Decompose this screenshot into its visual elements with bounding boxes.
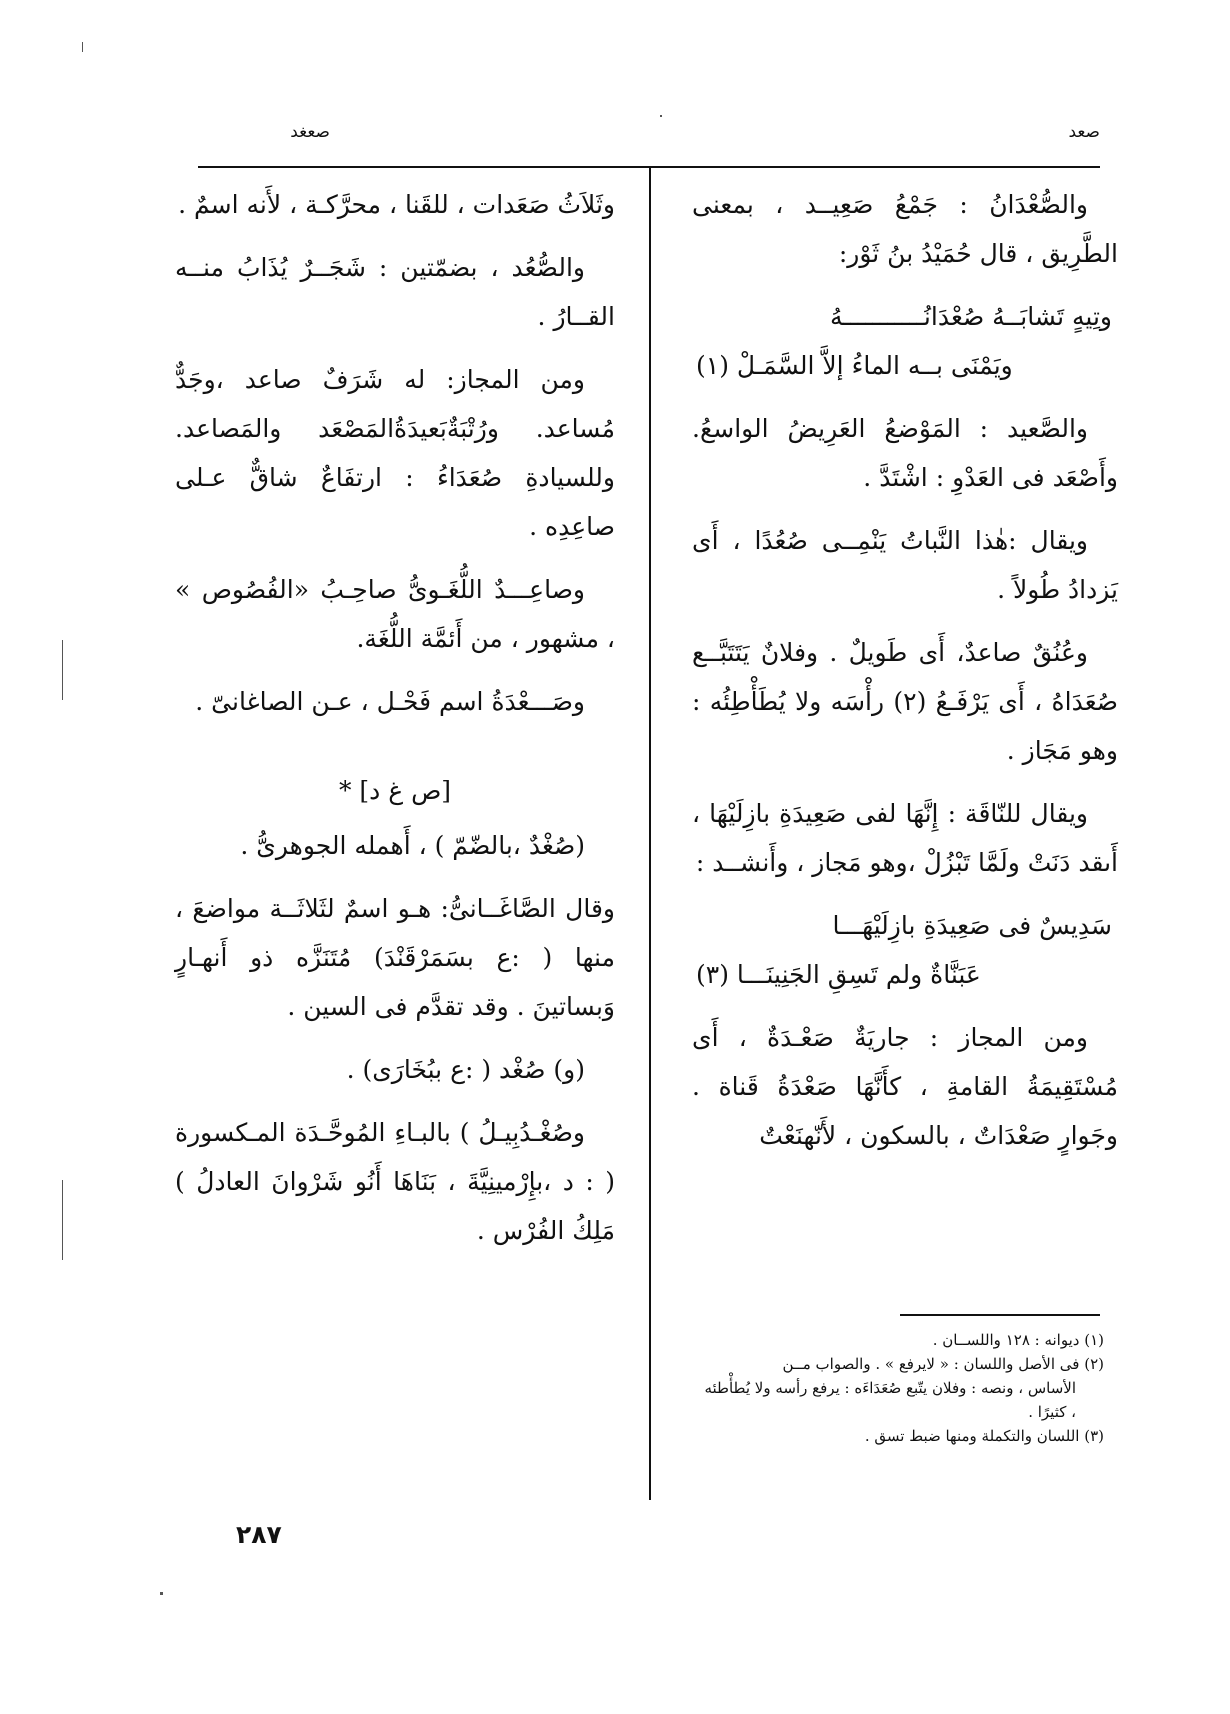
scan-speck: [660, 115, 662, 117]
entry-paragraph: وثَلاَثُ صَعَدات ، للقَنا ، محرَّكـة ، لأَنه اسمٌ .: [178, 190, 615, 219]
entry-paragraph: ويقال :هٰذا النَّباتُ يَنْمِــى صُعُدًا ، أَى يَزدادُ طُولاً .: [692, 526, 1118, 604]
scan-speck: [62, 640, 63, 700]
entry-paragraph: وعُنُقٌ صاعدٌ، أَى طَويلٌ . وفلانٌ يَتَتَبَّــع صُعَدَاهُ ، أَى يَرْفَـعُ (٢) رأْسَه ولا يُطَأْطِئُه : وهو مَجَاز .: [692, 638, 1118, 765]
left-column: [175, 180, 615, 1269]
entry-paragraph: ومن المجاز : جاريَةٌ صَعْـدَةٌ ، أَى مُسْتَقِيمَةُ القامةِ ، كأَنَّهَا صَعْدَةُ قَناة . وجَوارٍ صَعْدَاتٌ ، بالسكون ، لأَنّهنَعْتٌ: [692, 1023, 1118, 1150]
verse-line: سَدِيسٌ فى صَعِيدَةِ بازِلَيْهَـــا: [832, 911, 1112, 940]
footnote: (٣) اللسان والتكملة ومنها ضبط تسق .: [864, 1427, 1104, 1445]
right-column: [692, 180, 1118, 1174]
running-header-right: صعد: [1068, 122, 1100, 142]
scan-speck: [160, 1592, 163, 1595]
entry-paragraph: والصَّعيد : المَوْضعُ العَرِيضُ الواسعُ. وأَصْعَد فى العَدْوِ : اشْتَدَّ .: [692, 414, 1118, 492]
entry-paragraph: (و) صُغْد ( :ع ببُخَارَى) .: [346, 1055, 585, 1084]
footnote-continuation: الأساس ، ونصه : وفلان يتّبع صُعَدَاءَه : يرفع رأسه ولا يُطأْطئه ، كثيرًا .: [704, 1379, 1076, 1421]
entry-paragraph: والصُّعْدَانُ : جَمْعُ صَعِيــد ، بمعنى الطَّرِيق ، قال حُمَيْدُ بنُ ثَوْر:: [692, 190, 1118, 268]
entry-paragraph: (صُغْدٌ ،بالضّمّ ) ، أَهمله الجوهرىُّ .: [240, 831, 585, 860]
footnote: (٢) فى الأصل واللسان : « لايرفع » . والصواب مــن: [782, 1355, 1104, 1373]
verse-line: ويَمْنَى بــه الماءُ إلاَّ السَّمَـلْ (١): [696, 351, 1013, 380]
entry-paragraph: ويقال للنّاقَة : إِنَّهَا لفى صَعِيدَةِ بازِلَيْهَا ، أَىقد دَنَتْ ولَمَّا تَبْزُلْ ،وهو مَجاز ، وأَنشــد :: [692, 799, 1118, 877]
entry-paragraph: وصَـــعْدَةُ اسم فَحْـل ، عـن الصاغانىّ .: [195, 687, 585, 716]
entry-paragraph: وصُغْـدُبِيـلُ ) بالبـاءِ المُوحَّـدَة المـكسورة ( : د ،بإِرْمينِيَّةَ ، بَنَاهَا أَنُو شَرْوانَ العادلُ ) مَلِكُ الفُرْس .: [175, 1118, 615, 1245]
entry-paragraph: ومن المجاز: له شَرَفٌ صاعد ،وجَدٌّ مُساعد. ورُتْبَةٌبَعيدَةُالمَصْعَد والمَصاعد. وللسيادةِ صُعَدَاءُ : ارتفَاعٌ شاقٌّ عـلى صاعِدِه .: [175, 365, 615, 541]
verse-line: عَبَنَّاةٌ ولم تَسِقِ الجَنِينَـــا (٣): [696, 960, 981, 989]
page-number: ٢٨٧: [236, 1520, 282, 1549]
entry-paragraph: وقال الصَّاغَــانىُّ: هـو اسمٌ لثَلاثَــة مواضعَ ، منها ( :ع بسَمَرْقَنْدَ) مُتَنَزَّه ذو أَنهـارٍ وَبساتينَ . وقد تقدَّم فى السين .: [175, 894, 615, 1021]
root-heading: [ص غ د] *: [338, 776, 452, 805]
footnote: (١) ديوانه : ١٢٨ واللســان .: [932, 1331, 1104, 1349]
entry-paragraph: والصُّعُد ، بضمّتين : شَجَــرٌ يُذَابُ منــه القــارُ .: [175, 253, 615, 331]
verse-line: وتِيهٍ تَشابَــهُ صُعْدَانُـــــــــــهُ: [829, 302, 1112, 331]
column-divider: [649, 168, 651, 1500]
footnote-rule: [900, 1314, 1100, 1316]
scan-speck: [82, 42, 83, 52]
scan-speck: [62, 1180, 63, 1260]
footnotes: [700, 1328, 1104, 1448]
running-header-left: صعغد: [290, 122, 330, 142]
entry-paragraph: وصاعِـــدٌ اللُّغَـوىُّ صاحِـبُ «الفُصُوص » ، مشهور ، من أَئمَّة اللُّغَة.: [175, 575, 615, 653]
